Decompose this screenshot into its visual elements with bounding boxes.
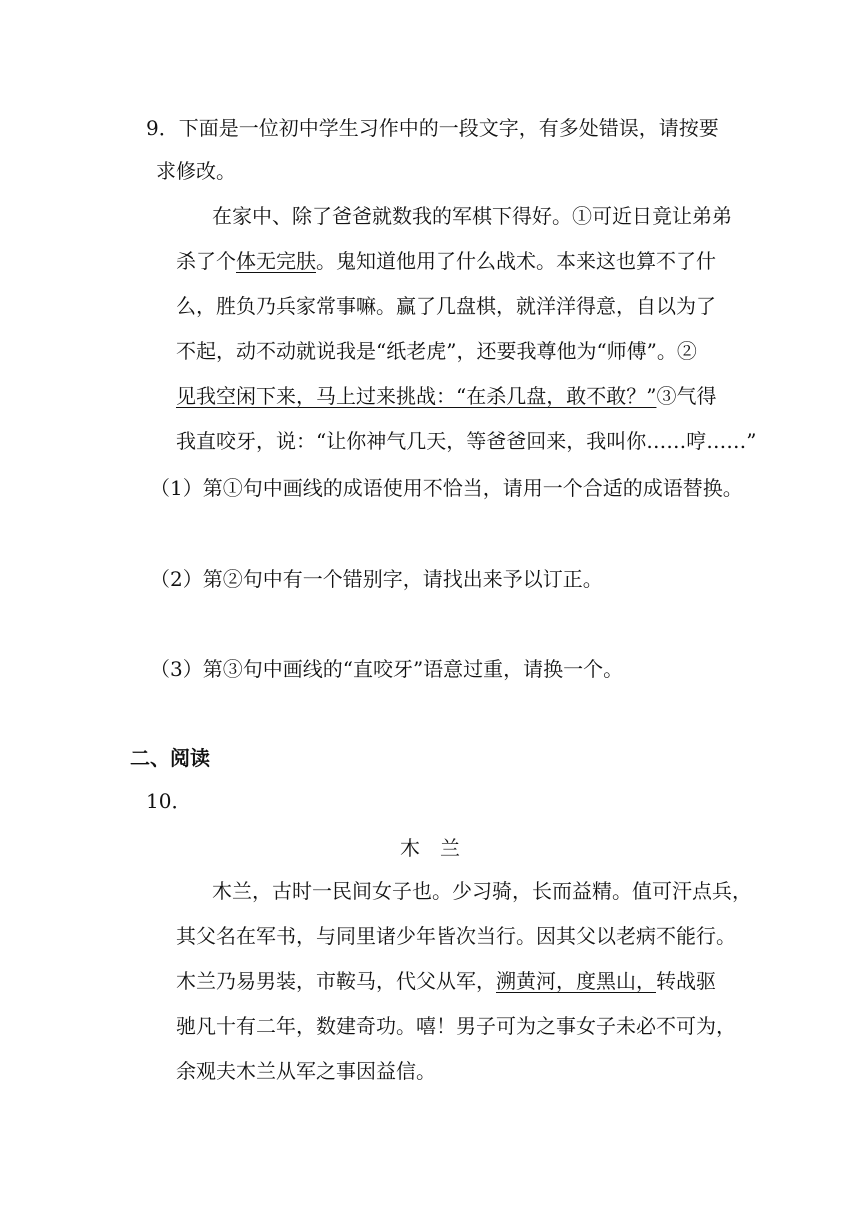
q10-passage-text: 木兰乃易男装，市鞍马，代父从军， — [176, 969, 496, 993]
underlined-sentence: 见我空闲下来，马上过来挑战：“在杀几盘，敢不敢？” — [176, 384, 657, 408]
q10-passage-line-1: 木兰，古时一民间女子也。少习骑，长而益精。值可汗点兵， — [212, 879, 752, 903]
q10-passage-text: 转战驱 — [656, 969, 716, 993]
q9-passage-line-1: 在家中、除了爸爸就数我的军棋下得好。①可近日竟让弟弟 — [212, 204, 732, 228]
q9-passage-text: ③气得 — [656, 384, 717, 408]
q9-passage-line-3: 么，胜负乃兵家常事嘛。赢了几盘棋，就洋洋得意，自以为了 — [176, 294, 716, 318]
q9-stem-line-2: 求修改。 — [156, 159, 236, 183]
q9-passage-line-2 — [176, 247, 716, 275]
q9-passage-line-6: 我直咬牙，说：“让你神气几天，等爸爸回来，我叫你……哼……” — [176, 429, 757, 453]
q10-passage-line-3 — [176, 967, 716, 995]
q10-number: 10． — [146, 789, 192, 813]
q10-passage-line-5: 余观夫木兰从军之事因益信。 — [176, 1059, 436, 1083]
q9-subquestion-1: （1）第①句中画线的成语使用不恰当，请用一个合适的成语替换。 — [150, 476, 743, 500]
section-title: 二、阅读 — [130, 746, 210, 770]
q9-subquestion-2: （2）第②句中有一个错别字，请找出来予以订正。 — [150, 567, 603, 591]
q9-passage-line-4: 不起，动不动就说我是“纸老虎”，还要我尊他为“师傅”。② — [176, 339, 697, 363]
q10-passage-line-2: 其父名在军书，与同里诸少年皆次当行。因其父以老病不能行。 — [176, 924, 736, 948]
underlined-phrase: 溯黄河，度黑山， — [496, 969, 656, 993]
q9-stem-line-1: 9．下面是一位初中学生习作中的一段文字，有多处错误，请按要 — [146, 116, 719, 140]
underlined-idiom: 体无完肤 — [236, 249, 316, 273]
q9-passage-text: 杀了个 — [176, 249, 236, 273]
q9-passage-text: 。鬼知道他用了什么战术。本来这也算不了什 — [316, 249, 716, 273]
q9-passage-line-5 — [176, 382, 716, 410]
q10-passage-line-4: 驰凡十有二年，数建奇功。嘻！男子可为之事女子未必不可为， — [176, 1014, 736, 1038]
passage-title: 木 兰 — [400, 836, 460, 860]
q9-subquestion-3: （3）第③句中画线的“直咬牙”语意过重，请换一个。 — [150, 657, 624, 681]
